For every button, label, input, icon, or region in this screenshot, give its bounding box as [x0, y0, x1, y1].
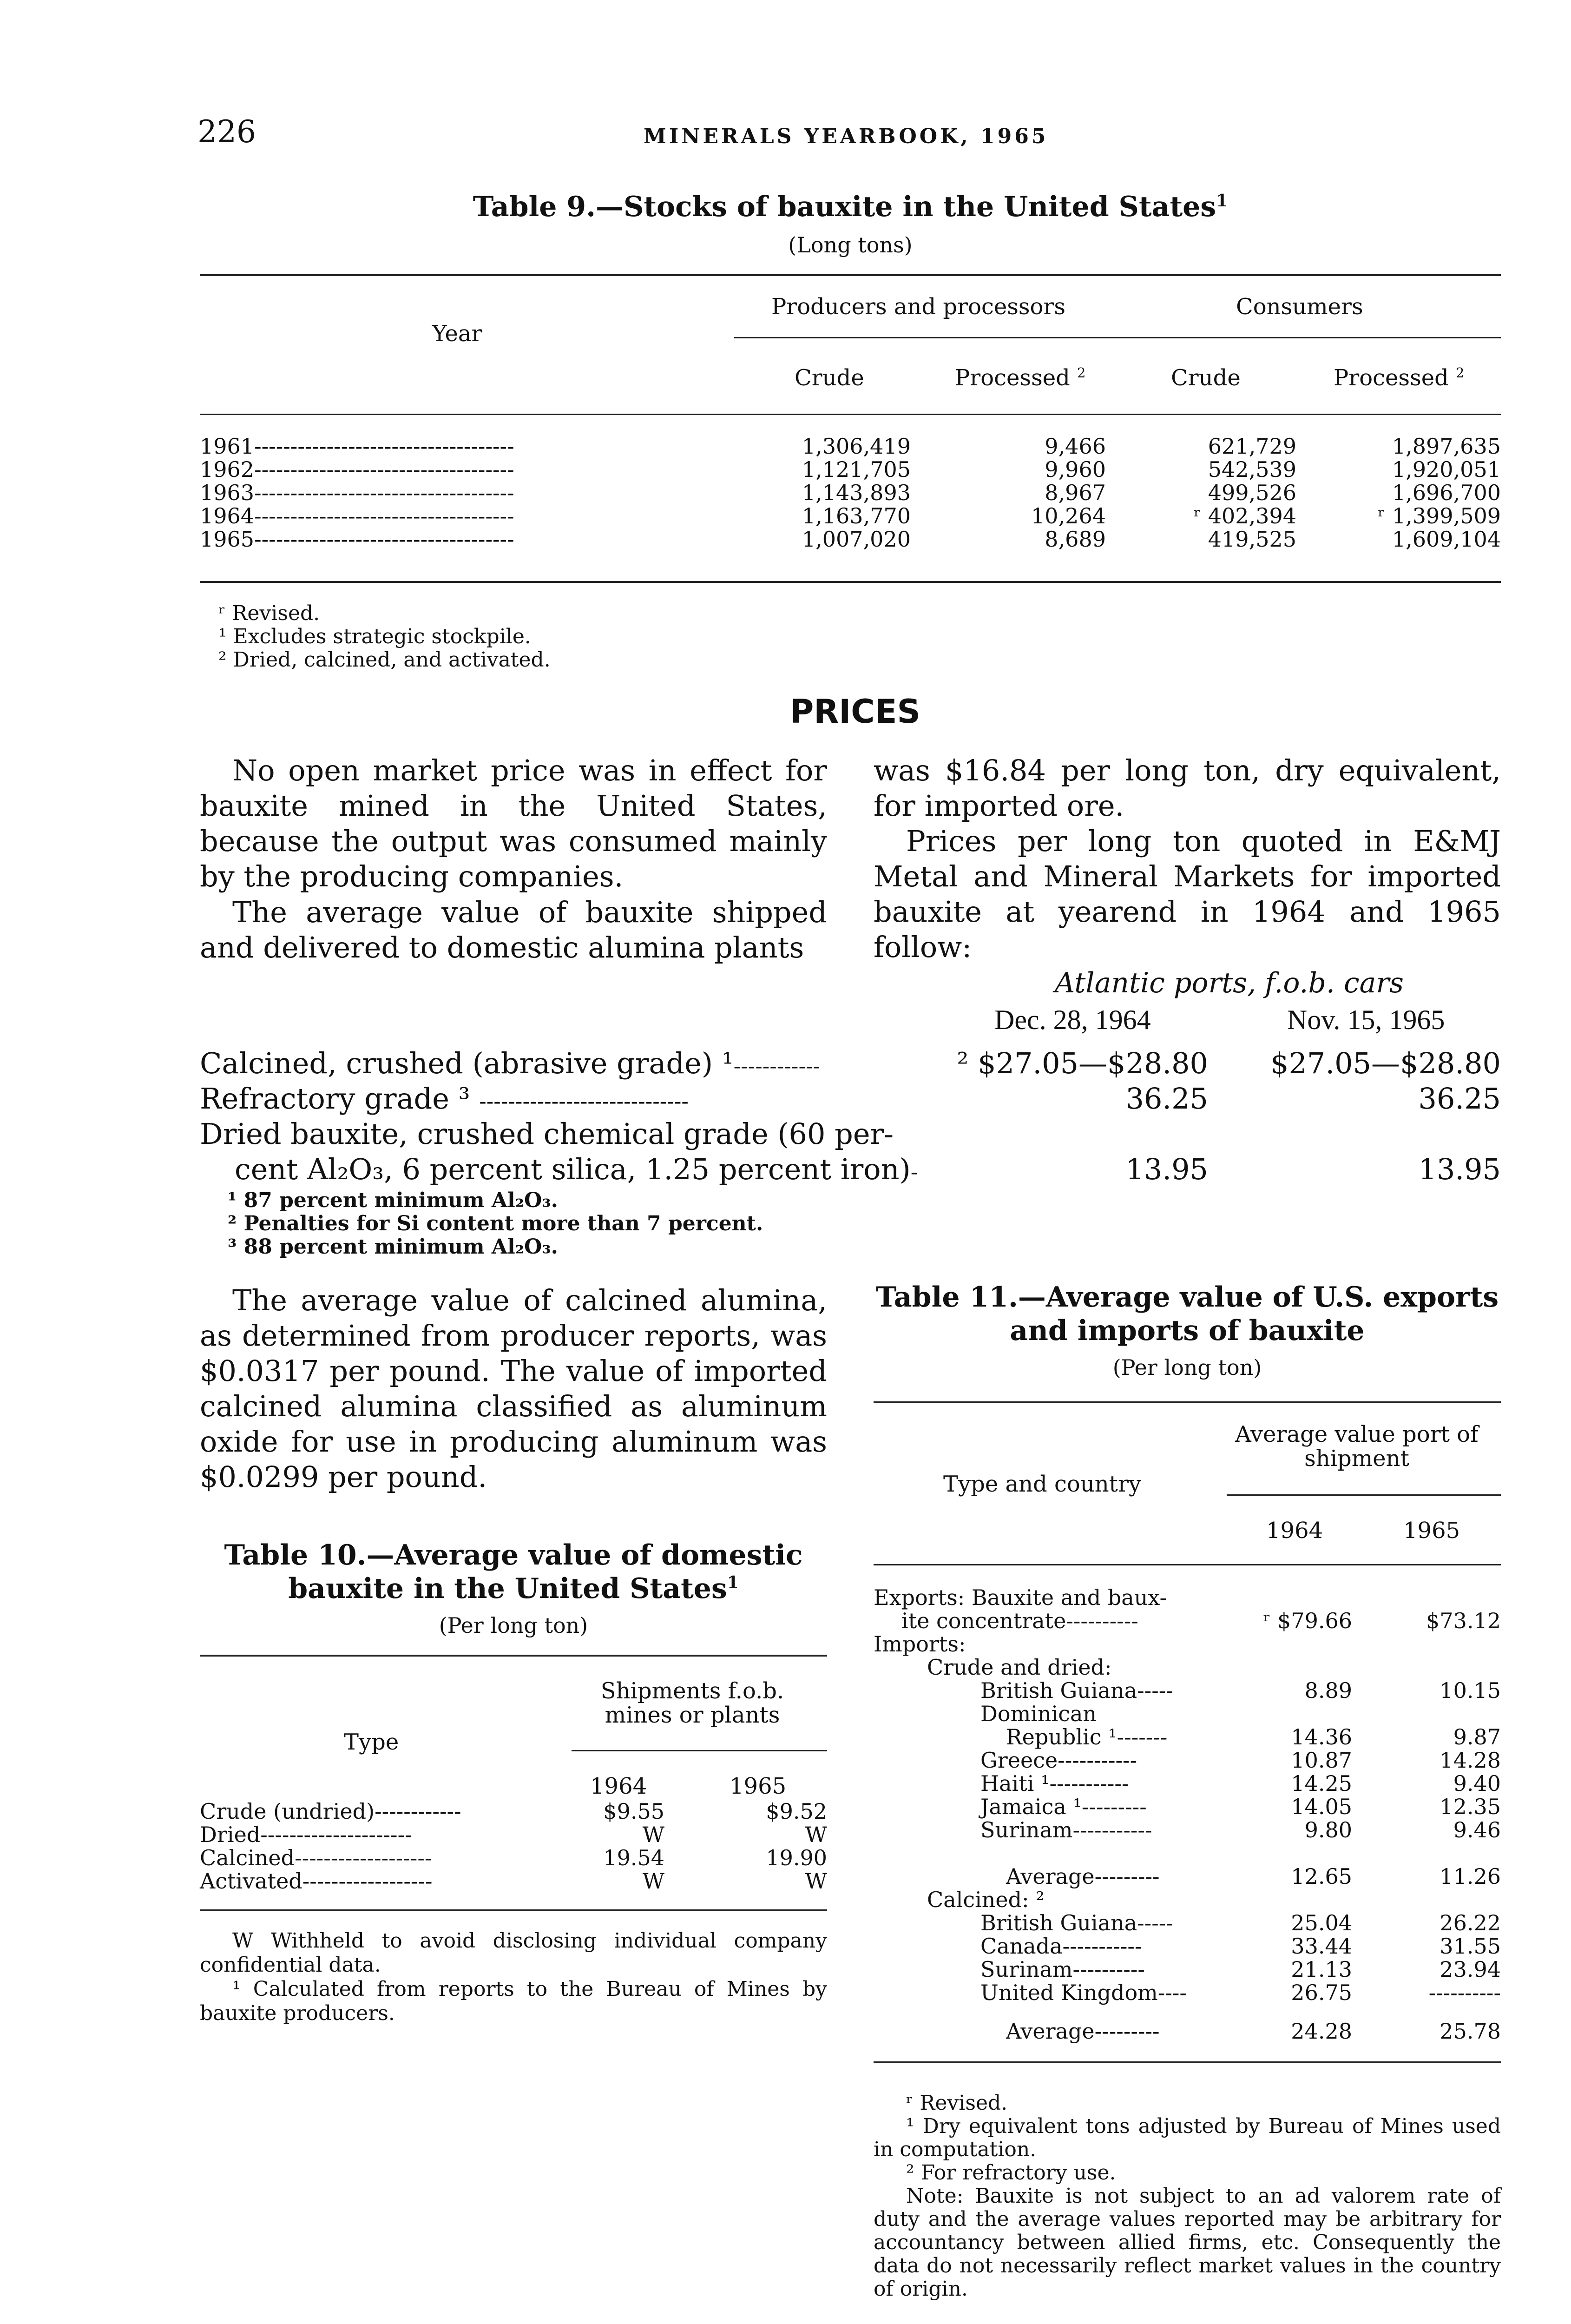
- table9-cell: 1,121,705: [802, 457, 911, 482]
- table-row: [980, 1749, 1137, 1772]
- table9-subtitle: (Long tons): [788, 232, 913, 257]
- prices-left-para1: No open market price was in effect for bauxite mined in the United States, because the output was consumed mainly by the producing companies.: [200, 753, 827, 893]
- table10-col-group: Shipments f.o.b. mines or plants: [600, 1678, 784, 1728]
- table9-title-text: Table 9.—Stocks of bauxite in the United States: [473, 191, 1216, 223]
- country: Surinam: [980, 1957, 1073, 1982]
- table9-cell: 9,466: [1045, 434, 1106, 459]
- country: United Kingdom: [980, 1980, 1158, 2005]
- country: Greece: [980, 1748, 1058, 1773]
- table9-col-c-processed: [1334, 365, 1464, 391]
- table11-cell: ʳ $79.66: [1263, 1608, 1352, 1633]
- table9-cell: 8,967: [1045, 480, 1106, 505]
- country: Surinam: [980, 1817, 1073, 1842]
- table9-title: [200, 191, 1501, 223]
- price-value-1965: 13.95: [1418, 1152, 1501, 1186]
- table9-col-p-processed-note: 2: [1077, 365, 1086, 381]
- leader-dots: ------------------------------------: [254, 457, 514, 482]
- table9-top-rule: [200, 274, 1501, 276]
- table9-col-p-processed-text: Processed: [955, 365, 1070, 391]
- table-row: [1006, 1725, 1167, 1749]
- exports-label-line2: ite concentrate: [901, 1608, 1066, 1633]
- table9-cell: 1,696,700: [1392, 480, 1501, 505]
- table-row: [1006, 1865, 1160, 1888]
- table9-cell: 1,897,635: [1392, 434, 1501, 459]
- table11-footnote: ² For refractory use.: [906, 2161, 1116, 2185]
- table10-type: Dried: [200, 1822, 261, 1847]
- price-label: Refractory grade ³: [200, 1082, 470, 1116]
- table9-cell: 542,539: [1208, 457, 1296, 482]
- country: British Guiana: [980, 1678, 1137, 1703]
- table-row: [980, 1911, 1173, 1934]
- table9-footnote: ² Dried, calcined, and activated.: [218, 648, 551, 672]
- table11-cell: 21.13: [1291, 1957, 1352, 1982]
- table10-col-type: Type: [344, 1729, 399, 1755]
- price-row: [200, 1046, 820, 1083]
- table11-cell: 33.44: [1291, 1934, 1352, 1959]
- leader-dots: -----: [1137, 1910, 1173, 1935]
- leader-dots: ------------------: [302, 1868, 433, 1894]
- table11-cell: 9.46: [1453, 1817, 1501, 1842]
- price-date-1965: Nov. 15, 1965: [1287, 1004, 1445, 1035]
- table10-title-line2-wrap: [200, 1572, 827, 1605]
- table9-cell: 1,609,104: [1392, 527, 1501, 552]
- table11-cell: 24.28: [1291, 2019, 1352, 2044]
- leader-dots: ------------: [375, 1799, 461, 1824]
- price-value-1964: 36.25: [1125, 1082, 1208, 1116]
- table11-cell: 9.87: [1453, 1724, 1501, 1750]
- crude-dried-label: Crude and dried:: [927, 1655, 1112, 1680]
- table-row: [200, 1800, 461, 1823]
- table9-year: 1961: [200, 434, 255, 459]
- running-head: MINERALS YEARBOOK, 1965: [644, 125, 1049, 148]
- table10-top-rule: [200, 1655, 827, 1657]
- table10-title-line1: Table 10.—Average value of domestic: [224, 1539, 803, 1571]
- table9-footnote: ʳ Revised.: [218, 601, 320, 625]
- table-row: [980, 1958, 1145, 1981]
- leader-dots: -----: [1137, 1678, 1173, 1703]
- calcined-alumina-para: The average value of calcined alumina, as determined from producer reports, was $0.0317 per pound. The value of imported calcined alumina classified as aluminum oxide for use in producing aluminum was $0.0299 per pound.: [200, 1283, 827, 1494]
- table9-year: 1962: [200, 457, 255, 482]
- price-label: Calcined, crushed (abrasive grade) ¹: [200, 1046, 734, 1080]
- price-label-line1: Dried bauxite, crushed chemical grade (60 per-: [200, 1117, 894, 1151]
- table11-cell: 14.36: [1291, 1724, 1352, 1750]
- table11-cell: 23.94: [1440, 1957, 1501, 1982]
- table11-cell: 10.15: [1440, 1678, 1501, 1703]
- leader-dots: ------------------------------------: [254, 503, 514, 528]
- table10-cell: 19.54: [603, 1845, 664, 1870]
- table11-footnote: ¹ Dry equivalent tons adjusted by Bureau of Mines used in computation.: [874, 2114, 1501, 2161]
- price-footnote: ² Penalties for Si content more than 7 percent.: [228, 1212, 763, 1235]
- table10-type: Calcined: [200, 1845, 295, 1870]
- imports-label: Imports:: [874, 1631, 966, 1657]
- price-label: cent Al₂O₃, 6 percent silica, 1.25 percent iron): [235, 1152, 911, 1186]
- table10-cell: W: [642, 1868, 664, 1894]
- leader-dots: ---------------------: [260, 1822, 412, 1847]
- leader-dots: ---------: [1094, 2019, 1160, 2044]
- table11-cell: 14.25: [1291, 1771, 1352, 1796]
- calcined-average-label: Average: [1006, 2019, 1095, 2044]
- table9-group-consumers: Consumers: [1236, 294, 1363, 320]
- price-footnote: ³ 88 percent minimum Al₂O₃.: [228, 1235, 558, 1259]
- leader-dots: -----------: [1049, 1771, 1129, 1796]
- table-row: [200, 1823, 412, 1846]
- price-value-1965: $27.05—$28.80: [1270, 1046, 1501, 1080]
- table11-cell: 12.35: [1440, 1794, 1501, 1819]
- price-value-1964: 13.95: [1125, 1152, 1208, 1186]
- table11-cell: ----------: [1428, 1980, 1501, 2005]
- leader-dots: -------------------: [295, 1845, 432, 1870]
- leader-dots: ------------------------------------: [254, 527, 514, 552]
- table10-footnote: ¹ Calculated from reports to the Bureau of Mines by bauxite producers.: [200, 1977, 827, 2025]
- table11-cell: $73.12: [1426, 1608, 1501, 1633]
- table11-header-rule: [874, 1564, 1501, 1565]
- table11-cell: 25.04: [1291, 1910, 1352, 1935]
- leader-dots: ------------: [733, 1053, 821, 1078]
- table9-cell: 1,920,051: [1392, 457, 1501, 482]
- table9-cell: 10,264: [1031, 503, 1106, 528]
- table9-year: 1965: [200, 527, 255, 552]
- country: Haiti ¹: [980, 1771, 1050, 1796]
- table11-cell: 31.55: [1440, 1934, 1501, 1959]
- country: Dominican: [980, 1701, 1097, 1726]
- calcined-label: Calcined: ²: [927, 1887, 1045, 1912]
- table9-footnote: ¹ Excludes strategic stockpile.: [218, 625, 531, 648]
- table9-cell: 8,689: [1045, 527, 1106, 552]
- table11-bottom-rule: [874, 2061, 1501, 2063]
- table11-cell: 14.28: [1440, 1748, 1501, 1773]
- table11-note: Note: Bauxite is not subject to an ad valorem rate of duty and the average values reported may be arbitrary for accountancy between allied firms, etc. Consequently the data do not necessarily reflect market values in the country of origin.: [874, 2184, 1501, 2301]
- table-row: [1006, 2020, 1160, 2043]
- leader-dots: -------: [1117, 1724, 1168, 1750]
- table-row: [200, 1869, 433, 1893]
- table9-cell: 621,729: [1208, 434, 1296, 459]
- table10-title-line2: bauxite in the United States: [288, 1572, 727, 1605]
- country: Canada: [980, 1934, 1063, 1959]
- leader-dots: -----------: [1062, 1934, 1142, 1959]
- table9-cell: 1,306,419: [802, 434, 911, 459]
- table9-bottom-rule: [200, 581, 1501, 583]
- table11-cell: 14.05: [1291, 1794, 1352, 1819]
- table11-cell: 26.75: [1291, 1980, 1352, 2005]
- table11-col-1965: 1965: [1403, 1518, 1460, 1544]
- table9-group-producers: Producers and processors: [771, 294, 1066, 320]
- table10-title: [200, 1538, 827, 1605]
- table10-bottom-rule: [200, 1909, 827, 1911]
- table11-col-type: Type and country: [943, 1471, 1141, 1497]
- leader-dots: -----------------------------: [479, 1089, 689, 1114]
- table9-col-c-processed-text: Processed: [1334, 365, 1449, 391]
- table9-cell: ʳ 402,394: [1194, 503, 1296, 528]
- table10-footnote: W Withheld to avoid disclosing individual company confidential data.: [200, 1929, 827, 1977]
- leader-dots: ---------: [1094, 1864, 1160, 1889]
- prices-right-para1: was $16.84 per long ton, dry equivalent, for imported ore.: [874, 753, 1501, 823]
- country: Jamaica ¹: [980, 1794, 1082, 1819]
- table10-cell: W: [805, 1868, 827, 1894]
- table11-cell: 26.22: [1440, 1910, 1501, 1935]
- leader-dots: ----------: [1072, 1957, 1145, 1982]
- table10-cell: W: [642, 1822, 664, 1847]
- table9-cell: 1,143,893: [802, 480, 911, 505]
- table10-col-1965: 1965: [730, 1773, 787, 1799]
- atlantic-head: Atlantic ports, f.o.b. cars: [1055, 967, 1404, 999]
- leader-dots: -----------: [1058, 1748, 1137, 1773]
- table9-cell: 419,525: [1208, 527, 1296, 552]
- table9-cell: 1,163,770: [802, 503, 911, 528]
- table11-subtitle: (Per long ton): [1112, 1355, 1262, 1380]
- table11-footnote: ʳ Revised.: [906, 2091, 1008, 2115]
- table9-col-c-processed-note: 2: [1456, 365, 1465, 381]
- table11-cell: 9.40: [1453, 1771, 1501, 1796]
- table9-group-rule: [734, 337, 1501, 338]
- table11-top-rule: [874, 1401, 1501, 1403]
- table9-year: 1963: [200, 480, 255, 505]
- table9-cell: ʳ 1,399,509: [1378, 503, 1501, 528]
- table11-cell: 9.80: [1304, 1817, 1352, 1842]
- country: Republic ¹: [1006, 1724, 1117, 1750]
- table9-year: 1964: [200, 503, 255, 528]
- leader-dots: ----: [1157, 1980, 1187, 2005]
- prices-heading: PRICES: [790, 693, 920, 731]
- table10-type: Crude (undried): [200, 1799, 375, 1824]
- table11-title: [874, 1281, 1501, 1347]
- country: British Guiana: [980, 1910, 1137, 1935]
- leader-dots: ----------: [1066, 1608, 1138, 1633]
- exports-label-line1: Exports: Bauxite and baux-: [874, 1585, 1167, 1610]
- table11-cell: 12.65: [1291, 1864, 1352, 1889]
- price-footnote: ¹ 87 percent minimum Al₂O₃.: [228, 1188, 558, 1212]
- table10-cell: W: [805, 1822, 827, 1847]
- table-row: [200, 458, 514, 481]
- table10-type: Activated: [200, 1868, 302, 1894]
- table-row: [980, 1772, 1129, 1795]
- table-row: [980, 1818, 1152, 1842]
- price-value-1965: 36.25: [1418, 1082, 1501, 1116]
- table-row: [200, 481, 514, 504]
- table11-title-line2: and imports of bauxite: [1010, 1314, 1365, 1347]
- table11-cell: 10.87: [1291, 1748, 1352, 1773]
- leader-dots: ---------: [1081, 1794, 1147, 1819]
- leader-dots: -----------: [1072, 1817, 1152, 1842]
- table11-cell: 11.26: [1440, 1864, 1501, 1889]
- table11-group-rule: [1227, 1494, 1501, 1496]
- crude-average-label: Average: [1006, 1864, 1095, 1889]
- table-row: [200, 435, 514, 458]
- price-row: [235, 1152, 918, 1189]
- price-row: [200, 1081, 689, 1119]
- table10-title-note: 1: [727, 1573, 739, 1592]
- table10-group-rule: [572, 1750, 827, 1751]
- price-value-1964: ² $27.05—$28.80: [957, 1046, 1208, 1080]
- prices-left-para2: The average value of bauxite shipped and delivered to domestic alumina plants: [200, 895, 827, 964]
- table-row: [980, 1795, 1147, 1818]
- table10-subtitle: (Per long ton): [439, 1613, 588, 1638]
- table-row: [980, 1679, 1173, 1702]
- table11-col-group: Average value port of shipment: [1235, 1421, 1479, 1472]
- table9-col-p-processed: [955, 365, 1085, 391]
- table9-col-year: Year: [432, 321, 482, 347]
- table10-col-1964: 1964: [590, 1773, 647, 1799]
- table-row: [200, 528, 514, 551]
- table9-col-p-crude: Crude: [795, 365, 864, 391]
- table9-title-note: 1: [1216, 191, 1228, 211]
- table-row: [980, 1934, 1142, 1958]
- table11-col-1964: 1964: [1266, 1518, 1323, 1544]
- leader-dots: ------------------------------------: [254, 480, 514, 505]
- table9-header-rule: [200, 414, 1501, 415]
- table9-col-c-crude: Crude: [1171, 365, 1241, 391]
- table-row: [200, 1846, 432, 1869]
- table10-cell: $9.55: [603, 1799, 664, 1824]
- leader-dots: ------------------------------------: [254, 434, 514, 459]
- prices-right-para2: Prices per long ton quoted in E&MJ Metal and Mineral Markets for imported bauxite at yearend in 1964 and 1965 follow:: [874, 824, 1501, 964]
- table9-cell: 1,007,020: [802, 527, 911, 552]
- table-row: [980, 1981, 1187, 2004]
- table11-title-line1: Table 11.—Average value of U.S. exports: [875, 1281, 1499, 1314]
- table10-cell: 19.90: [766, 1845, 827, 1870]
- table-row: [901, 1609, 1138, 1632]
- table11-cell: 8.89: [1304, 1678, 1352, 1703]
- table9-cell: 9,960: [1045, 457, 1106, 482]
- table9-cell: 499,526: [1208, 480, 1296, 505]
- table-row: [200, 504, 514, 528]
- table11-cell: 25.78: [1440, 2019, 1501, 2044]
- leader-dots: -: [910, 1159, 918, 1184]
- price-date-1964: Dec. 28, 1964: [994, 1004, 1151, 1035]
- table10-cell: $9.52: [766, 1799, 827, 1824]
- page-number: 226: [197, 114, 256, 150]
